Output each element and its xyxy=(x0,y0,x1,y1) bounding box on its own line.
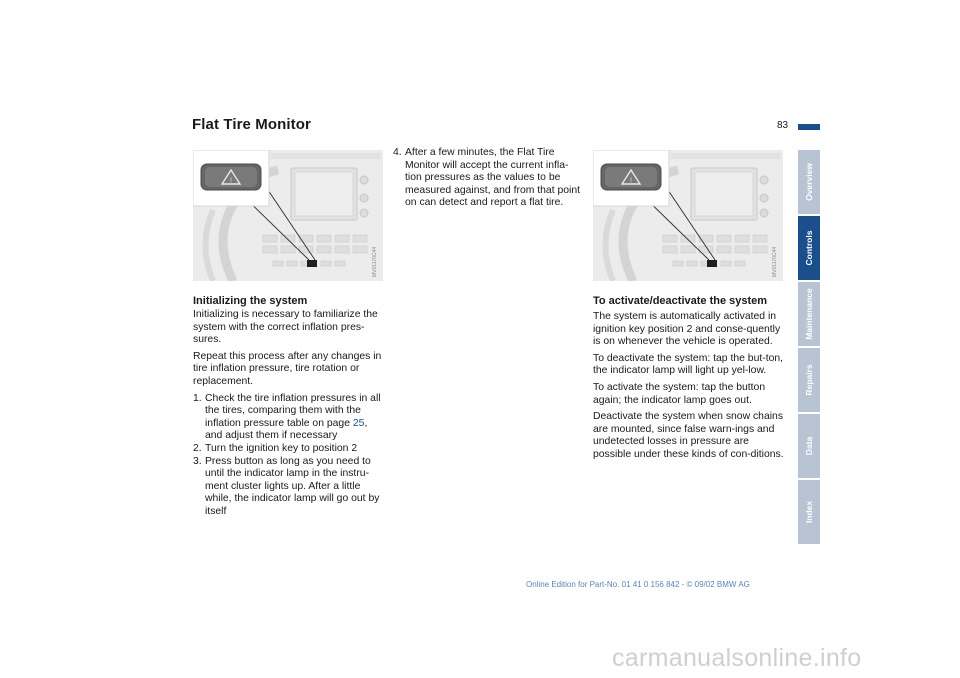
svg-text:!: ! xyxy=(630,177,632,185)
page-link[interactable]: 25 xyxy=(352,417,365,429)
tab-label: Controls xyxy=(804,230,814,266)
footer-text: Online Edition for Part-No. 01 41 0 156 842 - © 09/02 BMW AG xyxy=(526,580,750,589)
page-number-bar xyxy=(798,124,820,130)
activate-deactivate-section xyxy=(593,295,787,466)
continued-steps xyxy=(393,147,585,210)
list-text: Press button as long as you need to until the indicator lamp in the instru-ment cluster lights up. After a little while, the indicator lamp will go out by itself xyxy=(205,455,380,517)
tab-index[interactable] xyxy=(798,480,820,544)
paragraph: To activate the system: tap the button again; the indicator lamp goes out. xyxy=(593,381,766,406)
watermark: carmanualsonline.info xyxy=(612,644,862,672)
list-number: 4. xyxy=(393,147,402,158)
paragraph: Initializing is necessary to familiarize the system with the correct inflation pres-sures. xyxy=(193,309,378,346)
tab-overview[interactable] xyxy=(798,150,820,214)
list-number: 3. xyxy=(193,455,202,467)
paragraph: To deactivate the system: tap the but-ton, the indicator lamp will light up yel-low. xyxy=(593,352,784,377)
list-item xyxy=(393,147,585,210)
paragraph: The system is automatically activated in ignition key position 2 and conse-quently is on whenever the vehicle is operated. xyxy=(593,311,781,348)
list-text: Check the tire inflation pressures in all the tires, comparing them with the inflation pressure table on page xyxy=(205,392,381,429)
list-text: , and adjust them if necessary xyxy=(205,417,368,442)
paragraph: Deactivate the system when snow chains are mounted, since false warn-ings and undetected losses in pressure are possible under these kinds of con-ditions. xyxy=(593,411,784,460)
tab-controls[interactable] xyxy=(798,216,820,280)
list-number: 2. xyxy=(193,442,202,454)
paragraph: Repeat this process after any changes in tire inflation pressure, tire rotation or replacement. xyxy=(193,350,382,387)
tab-label: Index xyxy=(804,500,814,524)
list-text: After a few minutes, the Flat Tire Monitor will accept the current infla-tion pressures as the values to be measured against, and from that point on can detect and report a flat tire. xyxy=(405,147,581,209)
list-item xyxy=(193,443,383,456)
tab-data[interactable] xyxy=(798,414,820,478)
section-heading: To activate/deactivate the system xyxy=(593,295,768,307)
dashboard-illustration-left xyxy=(193,150,383,281)
tab-label: Data xyxy=(804,436,814,456)
list-number: 1. xyxy=(193,392,202,404)
list-item xyxy=(193,393,383,443)
page-title: Flat Tire Monitor xyxy=(192,116,311,133)
initializing-section xyxy=(193,295,383,519)
tab-label: Repairs xyxy=(804,364,814,396)
section-heading: Initializing the system xyxy=(193,295,308,307)
tab-repairs[interactable] xyxy=(798,348,820,412)
figure-code: MV01170C44 xyxy=(772,246,778,277)
list-text: Turn the ignition key to position 2 xyxy=(205,442,358,454)
tab-maintenance[interactable] xyxy=(798,282,820,346)
tab-label: Maintenance xyxy=(804,288,814,340)
dashboard-drawing xyxy=(593,150,783,281)
svg-text:!: ! xyxy=(230,177,232,185)
page-number: 83 xyxy=(777,120,789,131)
tab-label: Overview xyxy=(804,163,814,201)
dashboard-drawing xyxy=(193,150,383,281)
list-item xyxy=(193,456,383,519)
figure-code: MV01170C44 xyxy=(372,246,378,277)
dashboard-illustration-right xyxy=(593,150,783,281)
